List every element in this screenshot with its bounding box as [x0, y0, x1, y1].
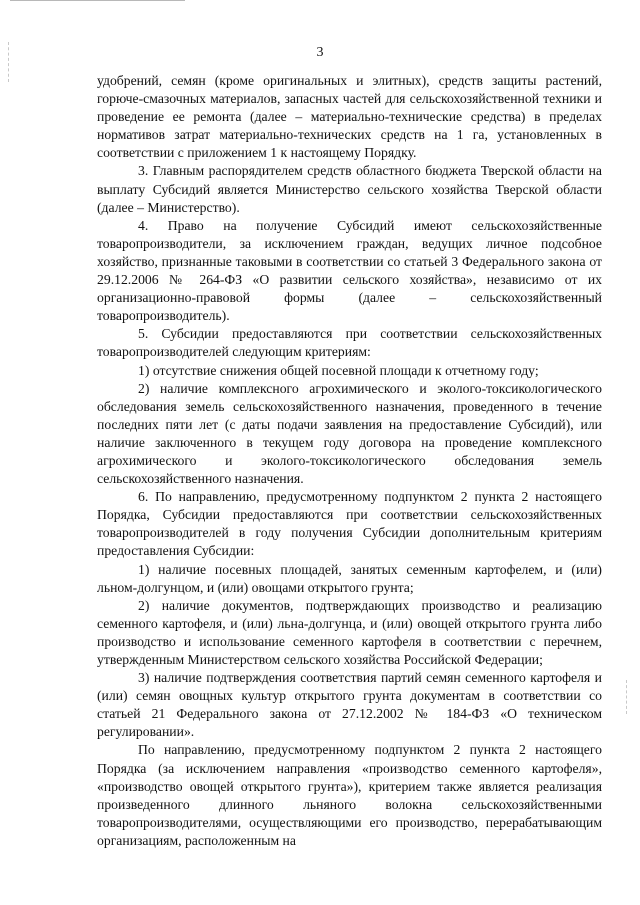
paragraph-item-6: 6. По направлению, предусмотренному подпунктом 2 пункта 2 настоящего Порядка, Субсидии предоставляются при соответствии сельскохозяйственных товаропроизводителей в году получения Субсидии дополнительным критериям предоставления Субсидии:: [97, 489, 602, 559]
paragraph-item-5: 5. Субсидии предоставляются при соответствии сельскохозяйственных товаропроизводителей следующим критериям:: [97, 326, 602, 360]
scan-margin-marks-right: [626, 680, 628, 714]
paragraph-item-5-1: 1) отсутствие снижения общей посевной площади к отчетному году;: [138, 362, 539, 378]
paragraph-item-5-2: 2) наличие комплексного агрохимического и эколого-токсикологического обследования земель сельскохозяйственного назначения, проведенного в течение последних пяти лет (с даты подачи заявления на предоставление Субсидий), или наличие заключенного в текущем году договора на проведение комплексного агрохимического и эколого-токсикологического обследования земель сельскохозяйственного назначения.: [97, 380, 602, 487]
paragraph-item-3: 3. Главным распорядителем средств областного бюджета Тверской области на выплату Субсидий является Министерство сельского хозяйства Тверской области (далее – Министерство).: [97, 163, 602, 215]
paragraph-item-6-3: 3) наличие подтверждения соответствия партий семян семенного картофеля и (или) семян овощных культур открытого грунта документам в соответствии со статьей 21 Федерального закона от 27.12.2002 № 184-ФЗ «О техническом регулировании».: [97, 670, 602, 740]
paragraph-continuation: удобрений, семян (кроме оригинальных и элитных), средств защиты растений, горюче-смазочных материалов, запасных частей для сельскохозяйственной техники и проведение ее ремонта (далее – материально-технические средства) в пределах нормативов затрат материально-технических средств на 1 га, установленных в соответствии с приложением 1 к настоящему Порядку.: [97, 73, 602, 161]
paragraph-direction-note: По направлению, предусмотренному подпунктом 2 пункта 2 настоящего Порядка (за исключением направления «производство семенного картофеля», «производство овощей открытого грунта»), критерием также является реализация произведенного длинного льняного волокна сельскохозяйственными товаропроизводителями, осуществляющими его производство, перерабатывающим организациям, расположенным на: [97, 742, 602, 848]
page-number: 3: [316, 45, 324, 60]
paragraph-item-6-2: 2) наличие документов, подтверждающих производство и реализацию семенного картофеля, и (или) льна-долгунца, и (или) овощей открытого грунта либо производство и использование семенного картофеля в соответствии с перечнем, утвержденным Министерством сельского хозяйства Российской Федерации;: [97, 597, 602, 667]
document-body: [97, 72, 602, 850]
paragraph-item-4: 4. Право на получение Субсидий имеют сельскохозяйственные товаропроизводители, за исключением граждан, ведущих личное подсобное хозяйство, признанные таковыми в соответствии со статьей 3 Федерального закона от 29.12.2006 № 264-ФЗ «О развитии сельского хозяйства», независимо от их организационно-правовой формы (далее – сельскохозяйственный товаропроизводитель).: [97, 217, 602, 324]
paragraph-item-6-1: 1) наличие посевных площадей, занятых семенным картофелем, и (или) льном-долгунцом, и (или) овощами открытого грунта;: [97, 561, 602, 595]
top-rule: [10, 0, 185, 1]
